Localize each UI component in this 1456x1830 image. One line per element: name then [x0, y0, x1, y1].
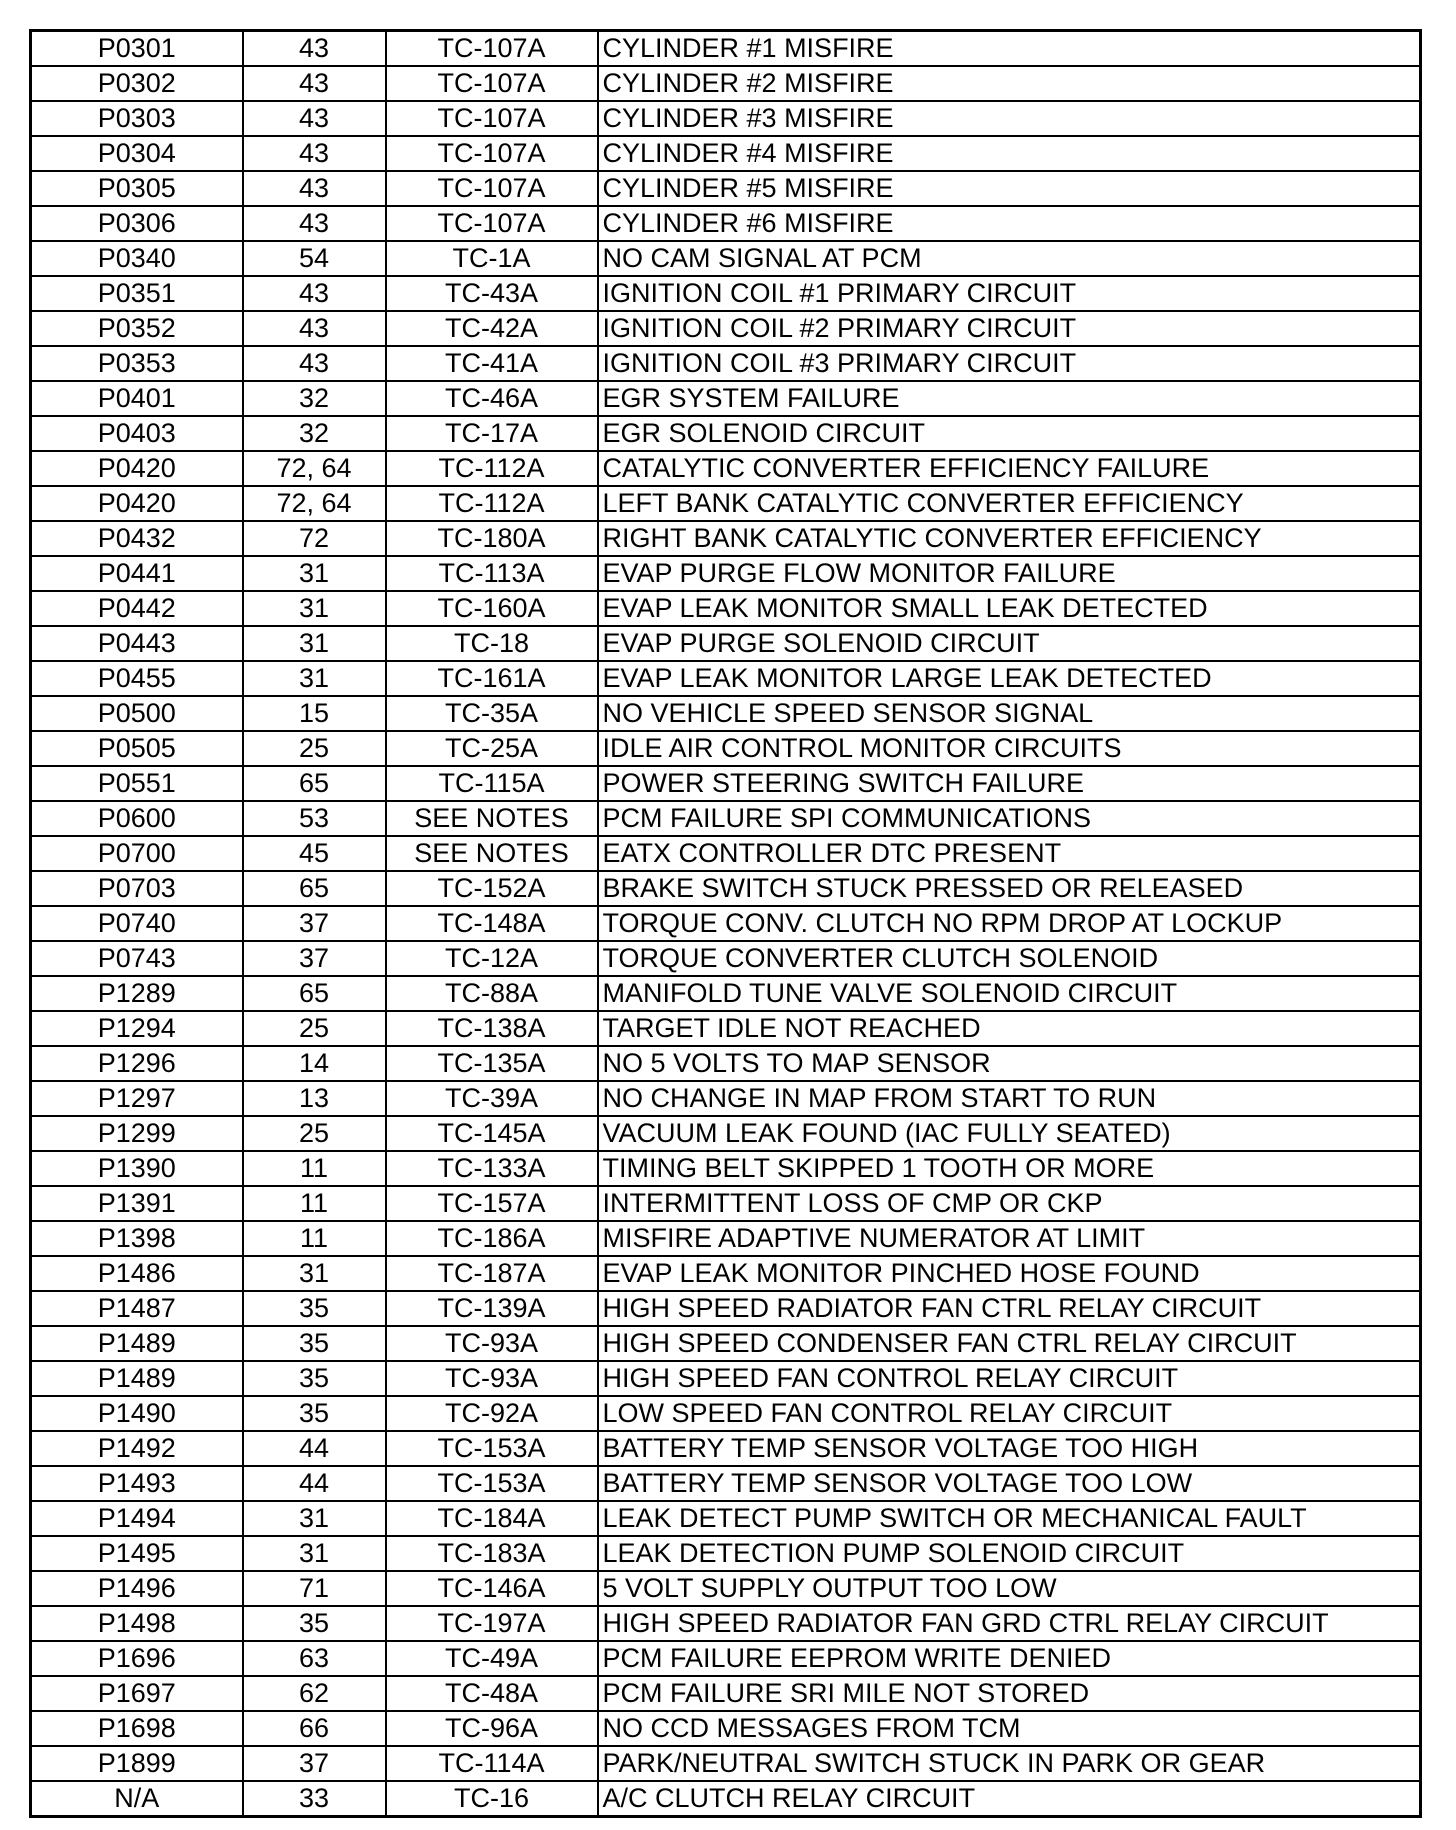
flash-code-cell: 72 [243, 521, 386, 556]
table-row [31, 1326, 1421, 1361]
flash-code-cell: 11 [243, 1221, 386, 1256]
description-cell: LOW SPEED FAN CONTROL RELAY CIRCUIT [598, 1396, 1421, 1431]
dtc-code-cell: P0420 [31, 451, 243, 486]
description-cell: HIGH SPEED RADIATOR FAN GRD CTRL RELAY CIRCUIT [598, 1606, 1421, 1641]
flash-code-cell: 37 [243, 941, 386, 976]
test-code-cell: TC-93A [386, 1326, 598, 1361]
test-code-cell: TC-139A [386, 1291, 598, 1326]
flash-code-cell: 25 [243, 1011, 386, 1046]
dtc-code-cell: P1489 [31, 1361, 243, 1396]
dtc-code-cell: P1390 [31, 1151, 243, 1186]
test-code-cell: TC-107A [386, 101, 598, 136]
flash-code-cell: 65 [243, 976, 386, 1011]
test-code-cell: TC-41A [386, 346, 598, 381]
table-row [31, 1466, 1421, 1501]
description-cell: IGNITION COIL #3 PRIMARY CIRCUIT [598, 346, 1421, 381]
table-row [31, 451, 1421, 486]
dtc-code-cell: P1487 [31, 1291, 243, 1326]
table-row [31, 381, 1421, 416]
dtc-code-cell: P0420 [31, 486, 243, 521]
description-cell: CYLINDER #5 MISFIRE [598, 171, 1421, 206]
test-code-cell: TC-42A [386, 311, 598, 346]
flash-code-cell: 25 [243, 731, 386, 766]
dtc-code-cell: P1486 [31, 1256, 243, 1291]
test-code-cell: TC-197A [386, 1606, 598, 1641]
flash-code-cell: 45 [243, 836, 386, 871]
dtc-code-cell: P0703 [31, 871, 243, 906]
description-cell: IGNITION COIL #1 PRIMARY CIRCUIT [598, 276, 1421, 311]
test-code-cell: TC-157A [386, 1186, 598, 1221]
dtc-code-cell: P1492 [31, 1431, 243, 1466]
test-code-cell: TC-92A [386, 1396, 598, 1431]
test-code-cell: TC-153A [386, 1431, 598, 1466]
table-row [31, 1186, 1421, 1221]
dtc-code-cell: P0455 [31, 661, 243, 696]
test-code-cell: TC-107A [386, 31, 598, 67]
dtc-code-cell: P0305 [31, 171, 243, 206]
test-code-cell: TC-153A [386, 1466, 598, 1501]
test-code-cell: TC-113A [386, 556, 598, 591]
test-code-cell: TC-1A [386, 241, 598, 276]
dtc-code-cell: P1498 [31, 1606, 243, 1641]
test-code-cell: TC-133A [386, 1151, 598, 1186]
test-code-cell: TC-152A [386, 871, 598, 906]
description-cell: RIGHT BANK CATALYTIC CONVERTER EFFICIENCY [598, 521, 1421, 556]
test-code-cell: TC-39A [386, 1081, 598, 1116]
table-row [31, 556, 1421, 591]
table-row [31, 976, 1421, 1011]
dtc-code-cell: P0743 [31, 941, 243, 976]
flash-code-cell: 65 [243, 766, 386, 801]
flash-code-cell: 66 [243, 1711, 386, 1746]
description-cell: PCM FAILURE SRI MILE NOT STORED [598, 1676, 1421, 1711]
test-code-cell: TC-25A [386, 731, 598, 766]
flash-code-cell: 43 [243, 311, 386, 346]
flash-code-cell: 37 [243, 906, 386, 941]
dtc-code-cell: N/A [31, 1781, 243, 1817]
dtc-code-cell: P0303 [31, 101, 243, 136]
flash-code-cell: 15 [243, 696, 386, 731]
table-row [31, 1291, 1421, 1326]
test-code-cell: TC-148A [386, 906, 598, 941]
flash-code-cell: 31 [243, 556, 386, 591]
table-row [31, 521, 1421, 556]
description-cell: PCM FAILURE SPI COMMUNICATIONS [598, 801, 1421, 836]
dtc-code-cell: P0304 [31, 136, 243, 171]
description-cell: BATTERY TEMP SENSOR VOLTAGE TOO LOW [598, 1466, 1421, 1501]
table-row [31, 766, 1421, 801]
flash-code-cell: 53 [243, 801, 386, 836]
dtc-code-cell: P0442 [31, 591, 243, 626]
description-cell: POWER STEERING SWITCH FAILURE [598, 766, 1421, 801]
description-cell: NO CAM SIGNAL AT PCM [598, 241, 1421, 276]
test-code-cell: TC-107A [386, 66, 598, 101]
table-row [31, 1431, 1421, 1466]
dtc-code-cell: P1495 [31, 1536, 243, 1571]
test-code-cell: TC-107A [386, 171, 598, 206]
description-cell: BRAKE SWITCH STUCK PRESSED OR RELEASED [598, 871, 1421, 906]
test-code-cell: TC-180A [386, 521, 598, 556]
flash-code-cell: 31 [243, 661, 386, 696]
table-row [31, 171, 1421, 206]
flash-code-cell: 44 [243, 1466, 386, 1501]
test-code-cell: TC-35A [386, 696, 598, 731]
description-cell: PARK/NEUTRAL SWITCH STUCK IN PARK OR GEAR [598, 1746, 1421, 1781]
table-row [31, 206, 1421, 241]
test-code-cell: TC-187A [386, 1256, 598, 1291]
flash-code-cell: 35 [243, 1291, 386, 1326]
test-code-cell: SEE NOTES [386, 836, 598, 871]
table-row [31, 1711, 1421, 1746]
description-cell: INTERMITTENT LOSS OF CMP OR CKP [598, 1186, 1421, 1221]
dtc-code-cell: P0351 [31, 276, 243, 311]
flash-code-cell: 35 [243, 1361, 386, 1396]
test-code-cell: TC-12A [386, 941, 598, 976]
flash-code-cell: 32 [243, 416, 386, 451]
test-code-cell: TC-93A [386, 1361, 598, 1396]
table-row [31, 906, 1421, 941]
dtc-code-cell: P1296 [31, 1046, 243, 1081]
dtc-code-cell: P1899 [31, 1746, 243, 1781]
table-row [31, 1151, 1421, 1186]
dtc-code-cell: P1299 [31, 1116, 243, 1151]
description-cell: IGNITION COIL #2 PRIMARY CIRCUIT [598, 311, 1421, 346]
description-cell: NO 5 VOLTS TO MAP SENSOR [598, 1046, 1421, 1081]
flash-code-cell: 63 [243, 1641, 386, 1676]
description-cell: EGR SYSTEM FAILURE [598, 381, 1421, 416]
flash-code-cell: 71 [243, 1571, 386, 1606]
description-cell: VACUUM LEAK FOUND (IAC FULLY SEATED) [598, 1116, 1421, 1151]
dtc-code-cell: P0441 [31, 556, 243, 591]
dtc-code-cell: P1398 [31, 1221, 243, 1256]
description-cell: NO VEHICLE SPEED SENSOR SIGNAL [598, 696, 1421, 731]
test-code-cell: TC-135A [386, 1046, 598, 1081]
test-code-cell: TC-96A [386, 1711, 598, 1746]
dtc-code-cell: P0500 [31, 696, 243, 731]
flash-code-cell: 11 [243, 1151, 386, 1186]
dtc-code-cell: P0700 [31, 836, 243, 871]
description-cell: LEFT BANK CATALYTIC CONVERTER EFFICIENCY [598, 486, 1421, 521]
description-cell: EVAP LEAK MONITOR SMALL LEAK DETECTED [598, 591, 1421, 626]
table-row [31, 1116, 1421, 1151]
test-code-cell: TC-138A [386, 1011, 598, 1046]
table-row [31, 1641, 1421, 1676]
table-row [31, 1081, 1421, 1116]
flash-code-cell: 11 [243, 1186, 386, 1221]
flash-code-cell: 13 [243, 1081, 386, 1116]
flash-code-cell: 43 [243, 276, 386, 311]
flash-code-cell: 33 [243, 1781, 386, 1817]
flash-code-cell: 43 [243, 101, 386, 136]
description-cell: NO CCD MESSAGES FROM TCM [598, 1711, 1421, 1746]
table-row [31, 1501, 1421, 1536]
table-row [31, 31, 1421, 67]
description-cell: PCM FAILURE EEPROM WRITE DENIED [598, 1641, 1421, 1676]
test-code-cell: TC-107A [386, 206, 598, 241]
table-row [31, 241, 1421, 276]
description-cell: CYLINDER #1 MISFIRE [598, 31, 1421, 67]
test-code-cell: TC-145A [386, 1116, 598, 1151]
description-cell: BATTERY TEMP SENSOR VOLTAGE TOO HIGH [598, 1431, 1421, 1466]
test-code-cell: TC-88A [386, 976, 598, 1011]
dtc-code-cell: P1496 [31, 1571, 243, 1606]
flash-code-cell: 62 [243, 1676, 386, 1711]
table-row [31, 1396, 1421, 1431]
table-row [31, 1606, 1421, 1641]
flash-code-cell: 35 [243, 1326, 386, 1361]
table-row [31, 626, 1421, 661]
flash-code-cell: 43 [243, 171, 386, 206]
table-row [31, 871, 1421, 906]
description-cell: HIGH SPEED CONDENSER FAN CTRL RELAY CIRCUIT [598, 1326, 1421, 1361]
flash-code-cell: 31 [243, 626, 386, 661]
table-row [31, 1746, 1421, 1781]
dtc-code-cell: P0306 [31, 206, 243, 241]
test-code-cell: TC-184A [386, 1501, 598, 1536]
dtc-table-body [31, 31, 1421, 1817]
flash-code-cell: 44 [243, 1431, 386, 1466]
dtc-code-cell: P0403 [31, 416, 243, 451]
description-cell: EVAP LEAK MONITOR LARGE LEAK DETECTED [598, 661, 1421, 696]
description-cell: HIGH SPEED RADIATOR FAN CTRL RELAY CIRCUIT [598, 1291, 1421, 1326]
table-row [31, 276, 1421, 311]
dtc-code-cell: P0551 [31, 766, 243, 801]
test-code-cell: TC-112A [386, 451, 598, 486]
dtc-code-cell: P1696 [31, 1641, 243, 1676]
test-code-cell: TC-43A [386, 276, 598, 311]
dtc-code-cell: P0505 [31, 731, 243, 766]
table-row [31, 1571, 1421, 1606]
flash-code-cell: 25 [243, 1116, 386, 1151]
dtc-code-cell: P1489 [31, 1326, 243, 1361]
dtc-code-cell: P0432 [31, 521, 243, 556]
description-cell: 5 VOLT SUPPLY OUTPUT TOO LOW [598, 1571, 1421, 1606]
test-code-cell: TC-160A [386, 591, 598, 626]
dtc-code-cell: P1294 [31, 1011, 243, 1046]
table-row [31, 661, 1421, 696]
table-row [31, 1536, 1421, 1571]
flash-code-cell: 31 [243, 1536, 386, 1571]
test-code-cell: SEE NOTES [386, 801, 598, 836]
table-row [31, 486, 1421, 521]
dtc-code-cell: P0600 [31, 801, 243, 836]
table-row [31, 1221, 1421, 1256]
dtc-code-cell: P1297 [31, 1081, 243, 1116]
description-cell: HIGH SPEED FAN CONTROL RELAY CIRCUIT [598, 1361, 1421, 1396]
table-row [31, 696, 1421, 731]
table-row [31, 346, 1421, 381]
description-cell: NO CHANGE IN MAP FROM START TO RUN [598, 1081, 1421, 1116]
description-cell: EGR SOLENOID CIRCUIT [598, 416, 1421, 451]
test-code-cell: TC-46A [386, 381, 598, 416]
flash-code-cell: 72, 64 [243, 451, 386, 486]
description-cell: EATX CONTROLLER DTC PRESENT [598, 836, 1421, 871]
test-code-cell: TC-186A [386, 1221, 598, 1256]
table-row [31, 101, 1421, 136]
table-row [31, 1781, 1421, 1817]
description-cell: CYLINDER #2 MISFIRE [598, 66, 1421, 101]
description-cell: A/C CLUTCH RELAY CIRCUIT [598, 1781, 1421, 1817]
test-code-cell: TC-112A [386, 486, 598, 521]
dtc-code-cell: P0302 [31, 66, 243, 101]
description-cell: LEAK DETECT PUMP SWITCH OR MECHANICAL FAULT [598, 1501, 1421, 1536]
flash-code-cell: 43 [243, 206, 386, 241]
test-code-cell: TC-107A [386, 136, 598, 171]
dtc-table [29, 29, 1422, 1818]
dtc-code-cell: P0301 [31, 31, 243, 67]
dtc-code-cell: P0740 [31, 906, 243, 941]
dtc-code-cell: P0352 [31, 311, 243, 346]
description-cell: IDLE AIR CONTROL MONITOR CIRCUITS [598, 731, 1421, 766]
table-row [31, 941, 1421, 976]
flash-code-cell: 65 [243, 871, 386, 906]
table-row [31, 66, 1421, 101]
test-code-cell: TC-183A [386, 1536, 598, 1571]
table-row [31, 591, 1421, 626]
table-row [31, 1046, 1421, 1081]
test-code-cell: TC-114A [386, 1746, 598, 1781]
table-row [31, 416, 1421, 451]
flash-code-cell: 35 [243, 1396, 386, 1431]
dtc-code-cell: P0443 [31, 626, 243, 661]
flash-code-cell: 14 [243, 1046, 386, 1081]
dtc-code-cell: P1391 [31, 1186, 243, 1221]
flash-code-cell: 31 [243, 1501, 386, 1536]
description-cell: CYLINDER #4 MISFIRE [598, 136, 1421, 171]
dtc-code-cell: P1493 [31, 1466, 243, 1501]
flash-code-cell: 72, 64 [243, 486, 386, 521]
table-row [31, 836, 1421, 871]
table-row [31, 1361, 1421, 1396]
description-cell: CYLINDER #6 MISFIRE [598, 206, 1421, 241]
table-row [31, 1676, 1421, 1711]
table-row [31, 1011, 1421, 1046]
test-code-cell: TC-115A [386, 766, 598, 801]
flash-code-cell: 32 [243, 381, 386, 416]
description-cell: EVAP PURGE FLOW MONITOR FAILURE [598, 556, 1421, 591]
flash-code-cell: 35 [243, 1606, 386, 1641]
dtc-code-cell: P1698 [31, 1711, 243, 1746]
description-cell: MANIFOLD TUNE VALVE SOLENOID CIRCUIT [598, 976, 1421, 1011]
test-code-cell: TC-161A [386, 661, 598, 696]
flash-code-cell: 31 [243, 1256, 386, 1291]
test-code-cell: TC-146A [386, 1571, 598, 1606]
test-code-cell: TC-48A [386, 1676, 598, 1711]
test-code-cell: TC-49A [386, 1641, 598, 1676]
flash-code-cell: 43 [243, 136, 386, 171]
description-cell: EVAP PURGE SOLENOID CIRCUIT [598, 626, 1421, 661]
table-row [31, 311, 1421, 346]
table-row [31, 1256, 1421, 1291]
description-cell: TIMING BELT SKIPPED 1 TOOTH OR MORE [598, 1151, 1421, 1186]
description-cell: TARGET IDLE NOT REACHED [598, 1011, 1421, 1046]
description-cell: LEAK DETECTION PUMP SOLENOID CIRCUIT [598, 1536, 1421, 1571]
dtc-code-cell: P0401 [31, 381, 243, 416]
table-row [31, 731, 1421, 766]
description-cell: MISFIRE ADAPTIVE NUMERATOR AT LIMIT [598, 1221, 1421, 1256]
table-row [31, 801, 1421, 836]
flash-code-cell: 37 [243, 1746, 386, 1781]
flash-code-cell: 43 [243, 66, 386, 101]
dtc-code-cell: P1289 [31, 976, 243, 1011]
description-cell: CYLINDER #3 MISFIRE [598, 101, 1421, 136]
flash-code-cell: 43 [243, 31, 386, 67]
flash-code-cell: 43 [243, 346, 386, 381]
dtc-code-cell: P1697 [31, 1676, 243, 1711]
test-code-cell: TC-17A [386, 416, 598, 451]
dtc-code-cell: P0340 [31, 241, 243, 276]
dtc-code-cell: P1494 [31, 1501, 243, 1536]
dtc-code-cell: P0353 [31, 346, 243, 381]
description-cell: EVAP LEAK MONITOR PINCHED HOSE FOUND [598, 1256, 1421, 1291]
test-code-cell: TC-18 [386, 626, 598, 661]
description-cell: TORQUE CONVERTER CLUTCH SOLENOID [598, 941, 1421, 976]
table-row [31, 136, 1421, 171]
description-cell: TORQUE CONV. CLUTCH NO RPM DROP AT LOCKUP [598, 906, 1421, 941]
test-code-cell: TC-16 [386, 1781, 598, 1817]
description-cell: CATALYTIC CONVERTER EFFICIENCY FAILURE [598, 451, 1421, 486]
flash-code-cell: 54 [243, 241, 386, 276]
dtc-code-cell: P1490 [31, 1396, 243, 1431]
flash-code-cell: 31 [243, 591, 386, 626]
